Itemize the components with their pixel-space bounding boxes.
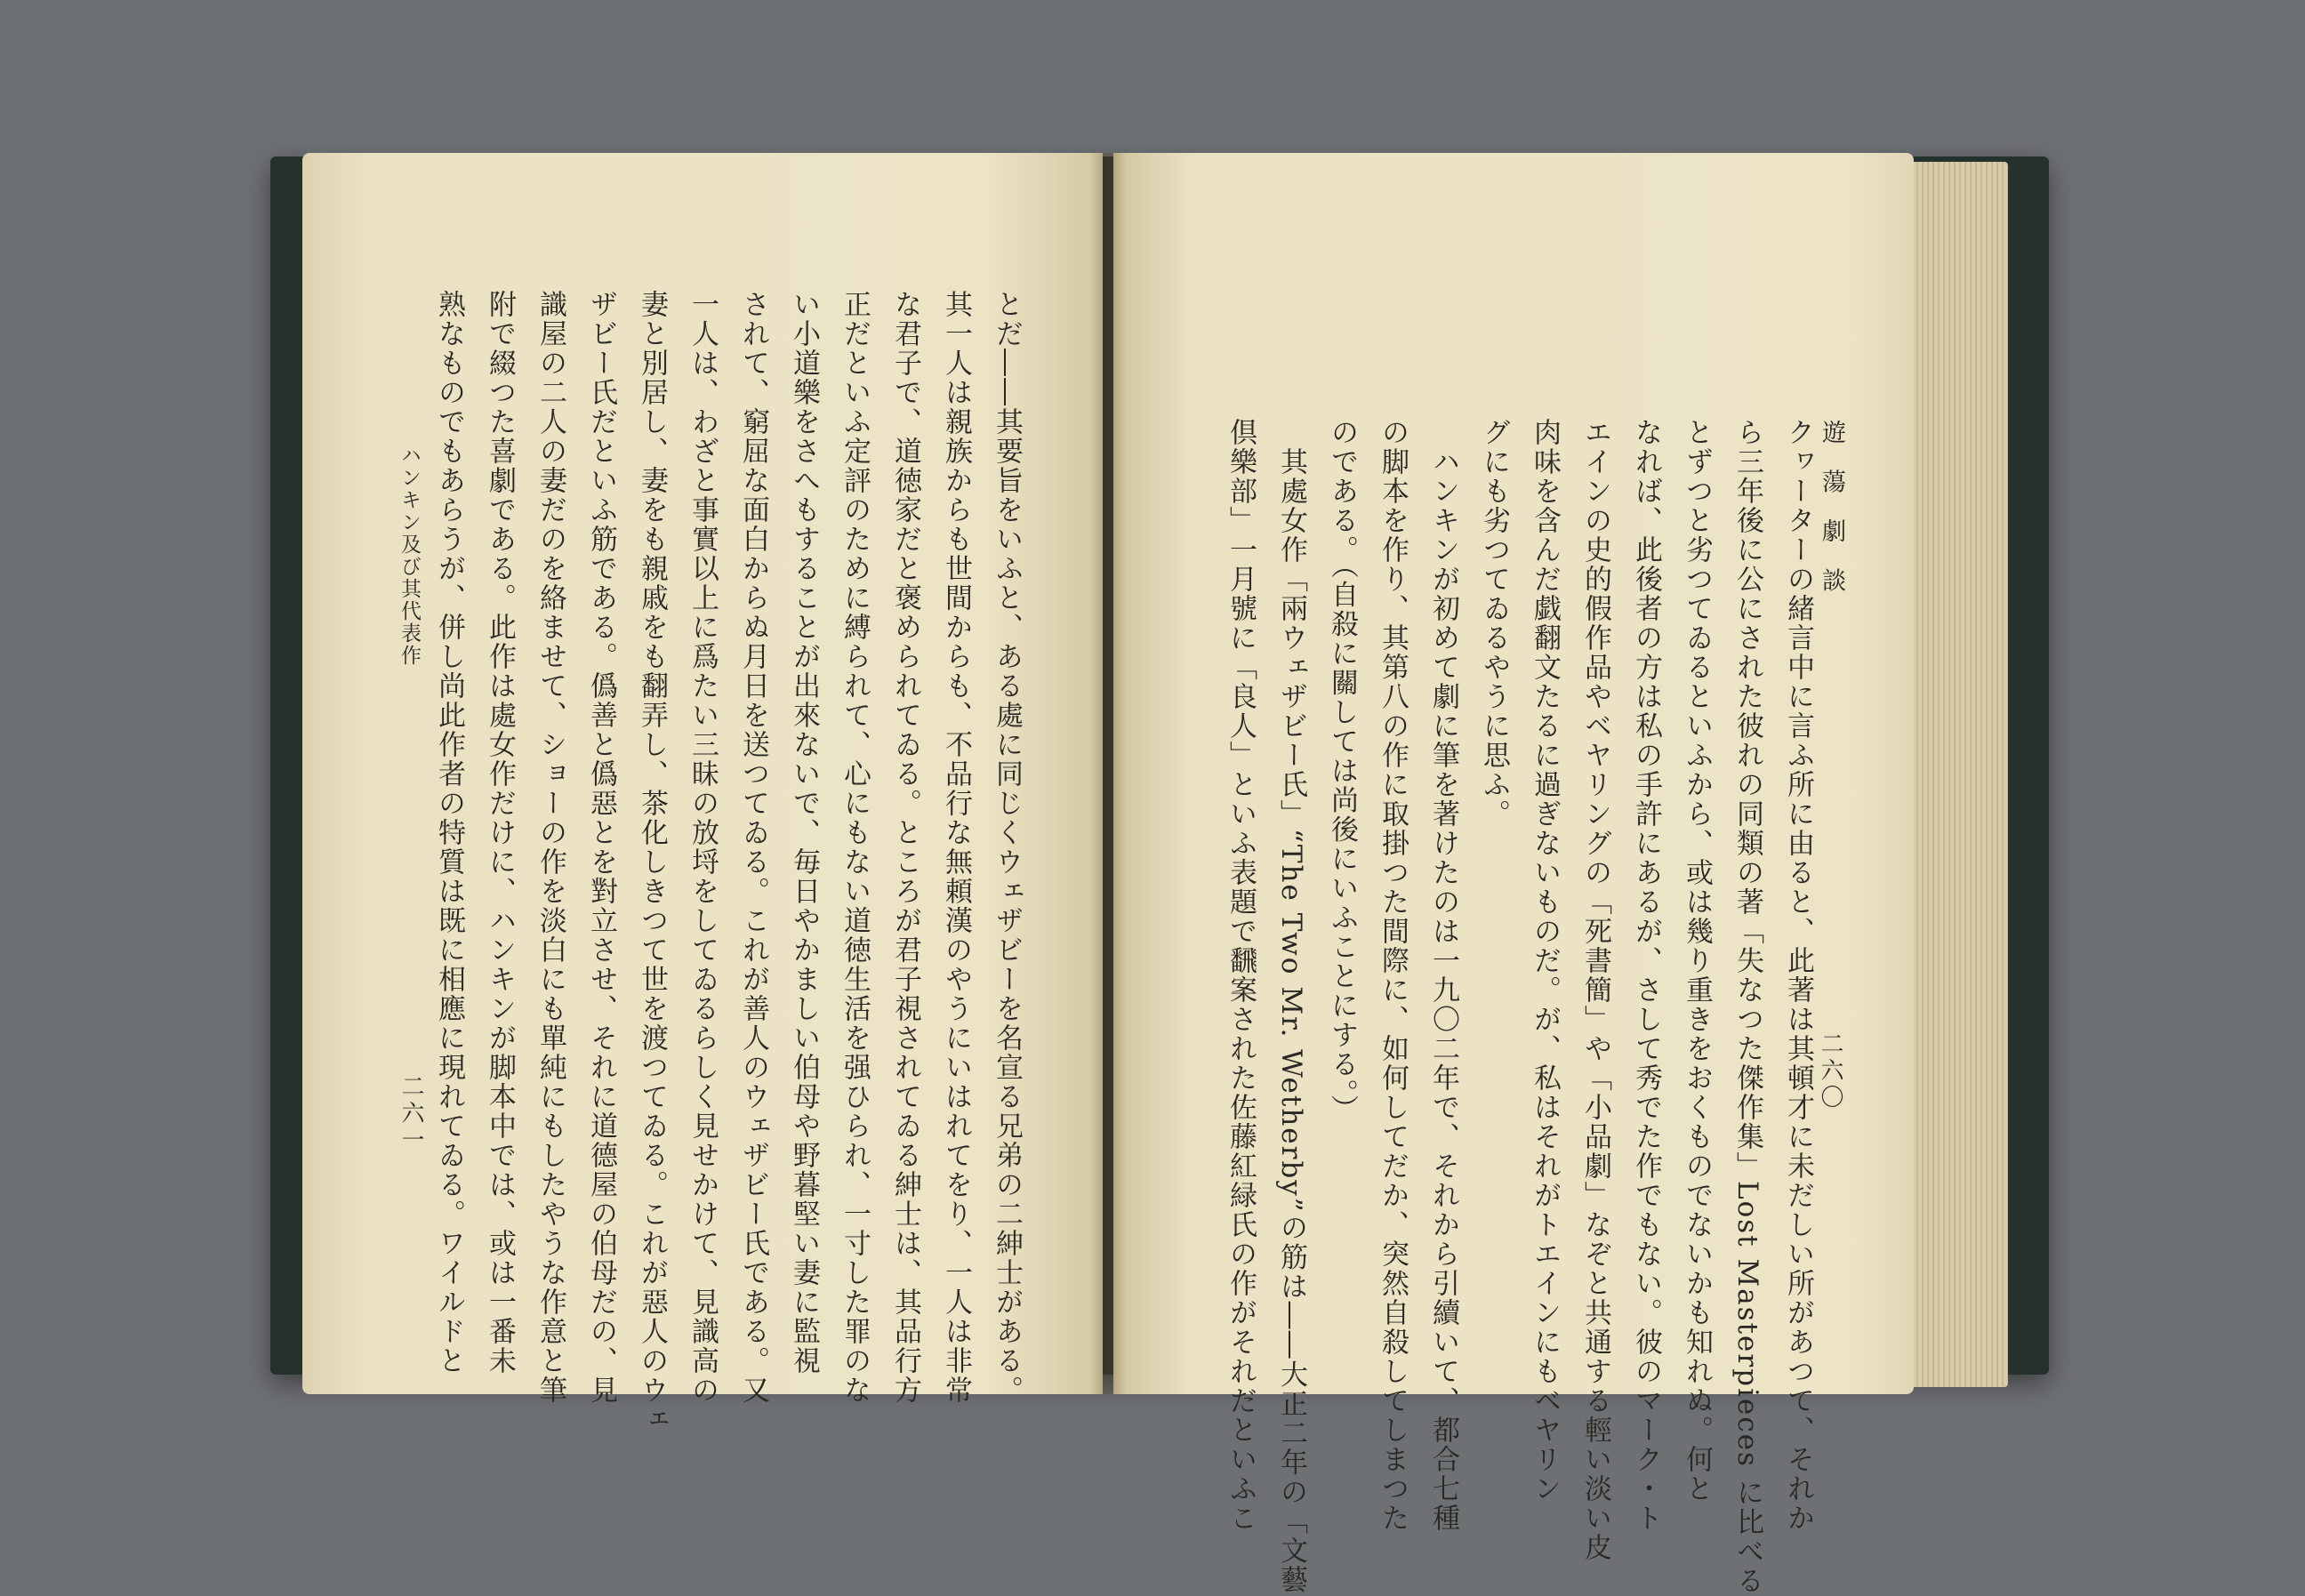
text-line: とだ――其要旨をいふと、ある處に同じくウェザビーを名宣る兄弟の二紳士がある。	[991, 290, 1023, 1405]
text-line: 附で綴つた喜劇である。此作は處女作だけに、ハンキンが脚本中では、或は一番未	[484, 290, 516, 1375]
running-head: 遊 蕩 劇 談	[1818, 420, 1845, 601]
text-line: の脚本を作り、其第八の作に取掛つた間際に、如何してだか、突然自殺してしまつた	[1377, 418, 1409, 1533]
text-line: い小道樂をさへもすることが出來ないで、毎日やかましい伯母や野暮堅い妻に監視	[788, 290, 820, 1375]
text-line: ら三年後に公にされた彼れの同類の著「失なつた傑作集」Lost Masterpieces に比べる	[1731, 418, 1763, 1596]
text-line: 熟なものでもあらうが、併し尚此作者の特質は既に相應に現れてゐる。ワイルドと	[433, 290, 465, 1375]
page-edges	[1903, 162, 2008, 1387]
page-number-right: 二六〇	[1817, 1031, 1843, 1111]
text-line: 一人は、わざと事實以上に爲たい三昧の放埒をしてゐるらしく見せかけて、見識高の	[687, 290, 719, 1405]
text-line: のである。（自殺に關しては尚後にいふことにする。）	[1326, 418, 1358, 1124]
text-line: 識屋の二人の妻だのを絡ませて、ショーの作を淡白にも單純にもしたやうな作意と筆	[534, 290, 566, 1405]
text-line: な君子で、道徳家だと褒められてゐる。ところが君子視されてゐる紳士は、其品行方	[889, 290, 921, 1405]
text-line: 倶樂部」一月號に「良人」といふ表題で飜案された佐藤紅緑氏の作がそれだといふこ	[1225, 418, 1257, 1533]
running-foot: ハンキン及び其代表作	[398, 445, 421, 667]
text-line: 妻と別居し、妻をも親戚をも翻弄し、茶化しきつて世を渡つてゐる。これが惡人のウェ	[636, 290, 668, 1434]
text-line: 正だといふ定評のために縛られて、心にもない道徳生活を强ひられ、一寸した罪のな	[839, 290, 871, 1405]
text-line: 其一人は親族からも世間からも、不品行な無頼漢のやうにいはれてをり、一人は非常	[940, 290, 972, 1405]
text-line: エインの史的假作品やベヤリングの「死書簡」や「小品劇」なぞと共通する輕い淡い皮	[1579, 418, 1611, 1562]
text-line: とずつと劣つてゐるといふから、或は幾り重きをおくものでないかも知れぬ。何と	[1681, 418, 1713, 1504]
text-line: なれば、此後者の方は私の手許にあるが、さして秀でた作でもない。彼のマーク・ト	[1630, 418, 1662, 1533]
text-line: グにも劣つてゐるやうに思ふ。	[1478, 418, 1510, 829]
book-gutter	[1090, 153, 1126, 1394]
left-page-body	[433, 290, 1032, 1434]
right-page-body	[1209, 418, 1823, 1596]
text-line: されて、窮屈な面白からぬ月日を送つてゐる。これが善人のウェザビー氏である。又	[737, 290, 769, 1405]
text-line: 其處女作「兩ウェザビー氏」“The Two Mr. Wetherby”の筋は――大正二年の「文藝	[1275, 418, 1307, 1595]
text-line: ハンキンが初めて劇に筆を著けたのは一九〇二年で、それから引續いて、都合七種	[1427, 418, 1459, 1533]
page-number-left: 二六一	[398, 1074, 424, 1154]
text-line: クヮーターの緒言中に言ふ所に由ると、此著は其頓才に未だしい所があつて、それか	[1782, 418, 1814, 1533]
text-line: ザビー氏だといふ筋である。僞善と僞惡とを對立させ、それに道德屋の伯母だの、見	[585, 290, 617, 1405]
text-line: 肉味を含んだ戯翻文たるに過ぎないものだ。が、私はそれがトエインにもベヤリン	[1529, 418, 1561, 1504]
